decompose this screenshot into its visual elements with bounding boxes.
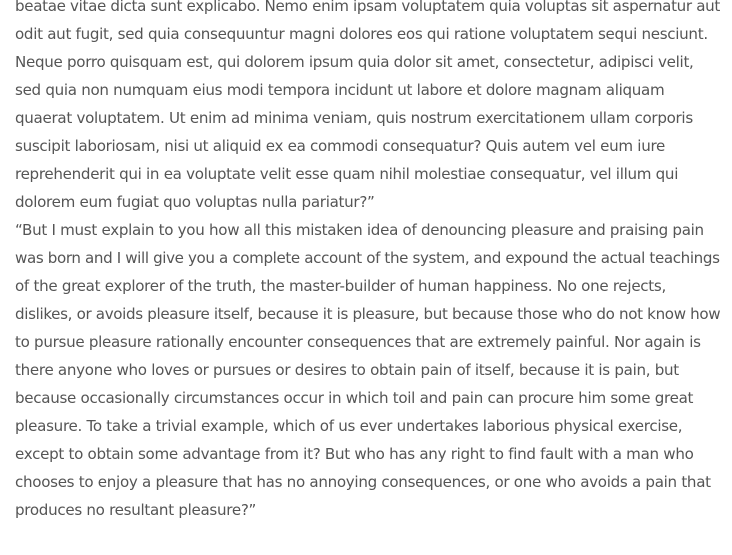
- article-body: [15, 0, 720, 524]
- text-line: of the great explorer of the truth, the master-builder of human happiness. No one rejects,: [15, 277, 666, 295]
- text-line: suscipit laboriosam, nisi ut aliquid ex ea commodi consequatur? Quis autem vel eum iure: [15, 137, 666, 155]
- text-line: to pursue pleasure rationally encounter consequences that are extremely painful. Nor again is: [15, 333, 701, 351]
- text-line: there anyone who loves or pursues or desires to obtain pain of itself, because it is pain, but: [15, 361, 679, 379]
- text-line: Neque porro quisquam est, qui dolorem ipsum quia dolor sit amet, consectetur, adipisci velit,: [15, 53, 694, 71]
- text-line: dolorem eum fugiat quo voluptas nulla pariatur?”: [15, 193, 375, 211]
- paragraph-1: [15, 0, 720, 216]
- text-line: produces no resultant pleasure?”: [15, 501, 257, 519]
- text-line: quaerat voluptatem. Ut enim ad minima veniam, quis nostrum exercitationem ullam corporis: [15, 109, 693, 127]
- text-line: odit aut fugit, sed quia consequuntur magni dolores eos qui ratione voluptatem sequi nesciunt.: [15, 25, 708, 43]
- text-line: except to obtain some advantage from it? But who has any right to find fault with a man who: [15, 445, 694, 463]
- text-line: “But I must explain to you how all this mistaken idea of denouncing pleasure and praising pain: [15, 221, 704, 239]
- text-line: beatae vitae dicta sunt explicabo. Nemo enim ipsam voluptatem quia voluptas sit aspernatur aut: [15, 0, 720, 15]
- text-line: sed quia non numquam eius modi tempora incidunt ut labore et dolore magnam aliquam: [15, 81, 665, 99]
- text-line: pleasure. To take a trivial example, which of us ever undertakes laborious physical exercise,: [15, 417, 683, 435]
- paragraph-2: [15, 216, 720, 524]
- text-line: dislikes, or avoids pleasure itself, because it is pleasure, but because those who do not know how: [15, 305, 721, 323]
- text-line: reprehenderit qui in ea voluptate velit esse quam nihil molestiae consequatur, vel illum qui: [15, 165, 679, 183]
- text-line: was born and I will give you a complete account of the system, and expound the actual teachings: [15, 249, 720, 267]
- text-line: chooses to enjoy a pleasure that has no annoying consequences, or one who avoids a pain that: [15, 473, 711, 491]
- text-line: because occasionally circumstances occur in which toil and pain can procure him some great: [15, 389, 694, 407]
